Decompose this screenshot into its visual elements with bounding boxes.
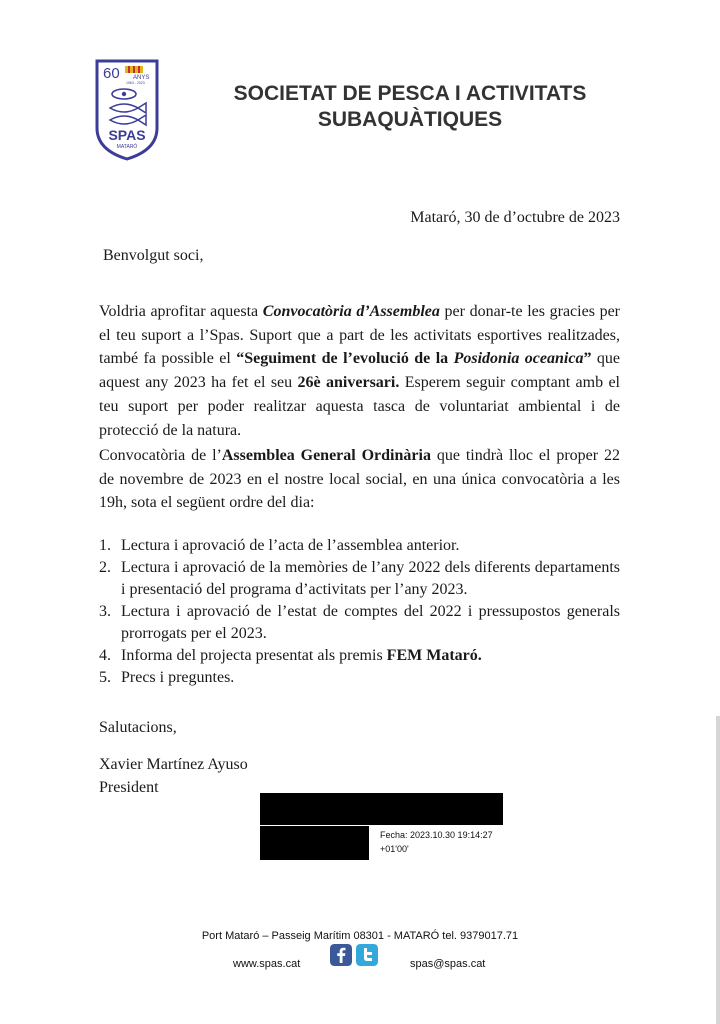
twitter-icon[interactable] — [356, 944, 378, 966]
closing: Salutacions, — [99, 719, 177, 736]
p1-aniversari: 26è aniversari. — [297, 374, 400, 392]
footer-website[interactable]: www.spas.cat — [233, 958, 301, 970]
logo-acronym: SPAS — [108, 127, 146, 143]
agenda-item — [99, 667, 620, 689]
footer-email[interactable]: spas@spas.cat — [410, 958, 486, 970]
place-date: Mataró, 30 de d’octubre de 2023 — [410, 209, 620, 226]
spas-logo — [94, 58, 160, 162]
signer-role: President — [99, 779, 159, 796]
agenda-text: Lectura i aprovació de l’estat de comptes del 2022 i pressupostos generals prorrogats per el 2023. — [121, 603, 620, 642]
convocation-paragraph — [99, 444, 620, 515]
agenda-text: Precs i preguntes. — [121, 669, 235, 686]
greeting: Benvolgut soci, — [103, 247, 204, 264]
agenda-number: 1. — [99, 537, 111, 554]
p1-quote-close: ” — [583, 350, 592, 368]
signature-timezone: +01'00' — [380, 844, 409, 854]
redacted-signature — [260, 793, 503, 825]
agenda-list — [99, 535, 620, 689]
agenda-item — [99, 557, 620, 601]
p2-text-2: que tindrà lloc el proper 22 de novembre de 2023 en el nostre local social, en una única convocatòria a les 19h, sota el següent ordre del dia: — [99, 447, 621, 512]
p1-text-3: que aquest any 2023 ha fet el seu — [99, 350, 620, 392]
p1-posidonia: Posidonia oceanica — [453, 350, 584, 368]
anniversary-number: 60 — [103, 65, 120, 82]
agenda-item — [99, 645, 620, 667]
p2-assemblea: Assemblea General Ordinària — [221, 447, 431, 464]
signer-name: Xavier Martínez Ayuso — [99, 756, 248, 773]
p1-convocatoria: Convocatòria d’Assemblea — [262, 303, 440, 320]
agenda-number: 2. — [99, 559, 111, 576]
footer-address: Port Mataró – Passeig Marítim 08301 - MATARÓ tel. 9379017.71 — [201, 930, 519, 942]
p1-seguiment: “Seguiment de l’evolució de la — [236, 350, 454, 368]
scrollbar[interactable] — [716, 716, 720, 1024]
p1-text-1: Voldria aprofitar aquesta — [99, 303, 263, 320]
agenda-item — [99, 601, 620, 645]
signature-date: Fecha: 2023.10.30 19:14:27 — [380, 830, 493, 840]
agenda-number: 3. — [99, 603, 111, 620]
agenda-item — [99, 535, 620, 557]
agenda-text: Lectura i aprovació de la memòries de l’any 2022 dels diferents departaments i presentació del programa d’activitats per l’any 2023. — [121, 559, 620, 598]
intro-paragraph — [99, 300, 620, 442]
redacted-signature-name — [260, 826, 369, 860]
agenda-text: Lectura i aprovació de l’acta de l’assemblea anterior. — [121, 537, 460, 554]
p2-text-1: Convocatòria de l’ — [99, 447, 222, 464]
agenda-text: Informa del projecta presentat als premis — [121, 647, 387, 664]
p1-text-2: per donar-te les gracies per el teu suport a l’Spas. Suport que a part de les activitats esportives realitzades, també fa possible el — [99, 303, 620, 368]
agenda-number: 4. — [99, 647, 111, 664]
agenda-fem-mataro: FEM Mataró. — [386, 647, 482, 664]
facebook-icon[interactable] — [330, 944, 352, 966]
org-title-line2: SUBAQUÀTIQUES — [317, 108, 503, 131]
years-range: 1963 - 2023 — [126, 81, 145, 85]
p1-text-4: Esperem seguir comptant amb el teu suport per poder realitzar aquesta tasca de voluntariat ambiental i de protecció de la natura. — [99, 374, 621, 439]
logo-city: MATARÓ — [116, 144, 138, 150]
agenda-number: 5. — [99, 669, 111, 686]
org-title-line1: SOCIETAT DE PESCA I ACTIVITATS — [233, 82, 587, 105]
anniversary-word: ANYS — [133, 75, 150, 81]
